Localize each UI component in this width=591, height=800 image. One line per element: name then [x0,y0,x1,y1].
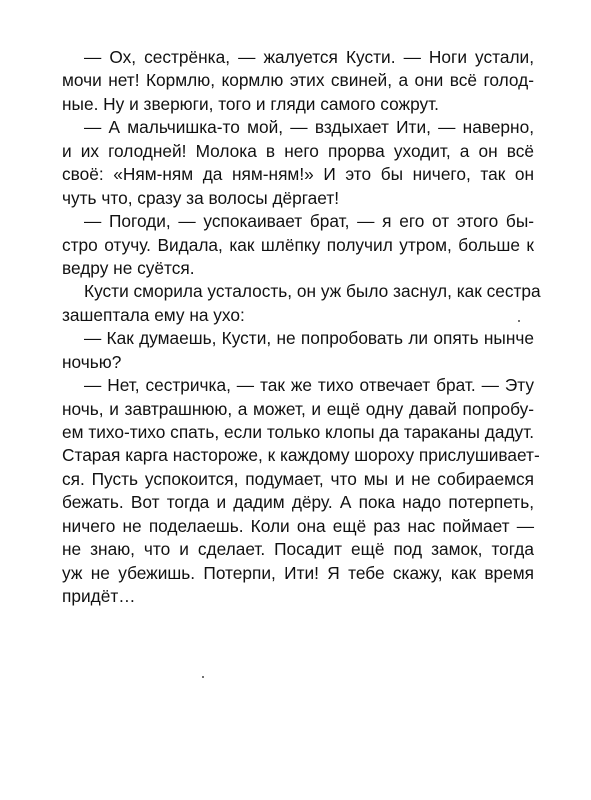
text-line: ночью? [62,351,122,372]
print-speck [202,676,204,678]
text-line: стро отучу. Видала, как шлёпку получил утром, больше к [62,234,534,255]
text-line: ем тихо-тихо спать, если только клопы да тараканы дадут. [62,422,534,442]
paragraph [62,374,540,608]
paragraph [62,46,534,116]
text-line: ведру не суётся. [62,257,195,278]
print-speck [518,320,520,322]
text-line: мочи нет! Кормлю, кормлю этих свиней, а они всё голод- [62,70,534,91]
text-line: ся. Пусть успокоится, подумает, что мы и не собираемся [62,468,534,489]
paragraph [62,116,534,210]
text-line: — А мальчишка-то мой, — вздыхает Ити, — наверно, [84,117,534,138]
text-line: чуть что, сразу за волосы дёргает! [62,187,340,208]
text-line: и их голодней! Молока в него прорва уходит, а он всё [62,140,534,161]
text-line: ные. Ну и зверюги, того и гляди самого сожрут. [62,93,439,114]
text-line: Кусти сморила усталость, он уж было заснул, как сестра [84,281,541,302]
text-line: ничего не поделаешь. Коли она ещё раз нас поймает — [62,515,534,536]
text-line: своё: «Ням-ням да ням-ням!» И это бы ничего, так он [62,164,534,185]
text-line: не знаю, что и сделает. Посадит ещё под замок, тогда [62,539,534,560]
text-line: — Нет, сестричка, — так же тихо отвечает брат. — Эту [84,375,534,396]
text-line: уж не убежишь. Потерпи, Ити! Я тебе скажу, как время [62,562,534,583]
text-line: — Ох, сестрёнка, — жалуется Кусти. — Ноги устали, [84,47,534,67]
paragraph [62,327,534,374]
text-line: Старая карга настороже, к каждому шороху прислушивает- [62,445,540,466]
text-block [62,46,541,609]
paragraph [62,280,541,327]
text-line: бежать. Вот тогда и дадим дёру. А пока надо потерпеть, [62,492,534,513]
text-line: зашептала ему на ухо: [62,304,245,325]
text-line: — Погоди, — успокаивает брат, — я его от этого бы- [84,211,534,232]
text-line: — Как думаешь, Кусти, не попробовать ли опять нынче [84,328,534,349]
paragraph [62,210,534,280]
text-line: ночь, и завтрашнюю, а может, и ещё одну давай попробу- [62,398,534,419]
text-line: придёт… [62,586,136,607]
